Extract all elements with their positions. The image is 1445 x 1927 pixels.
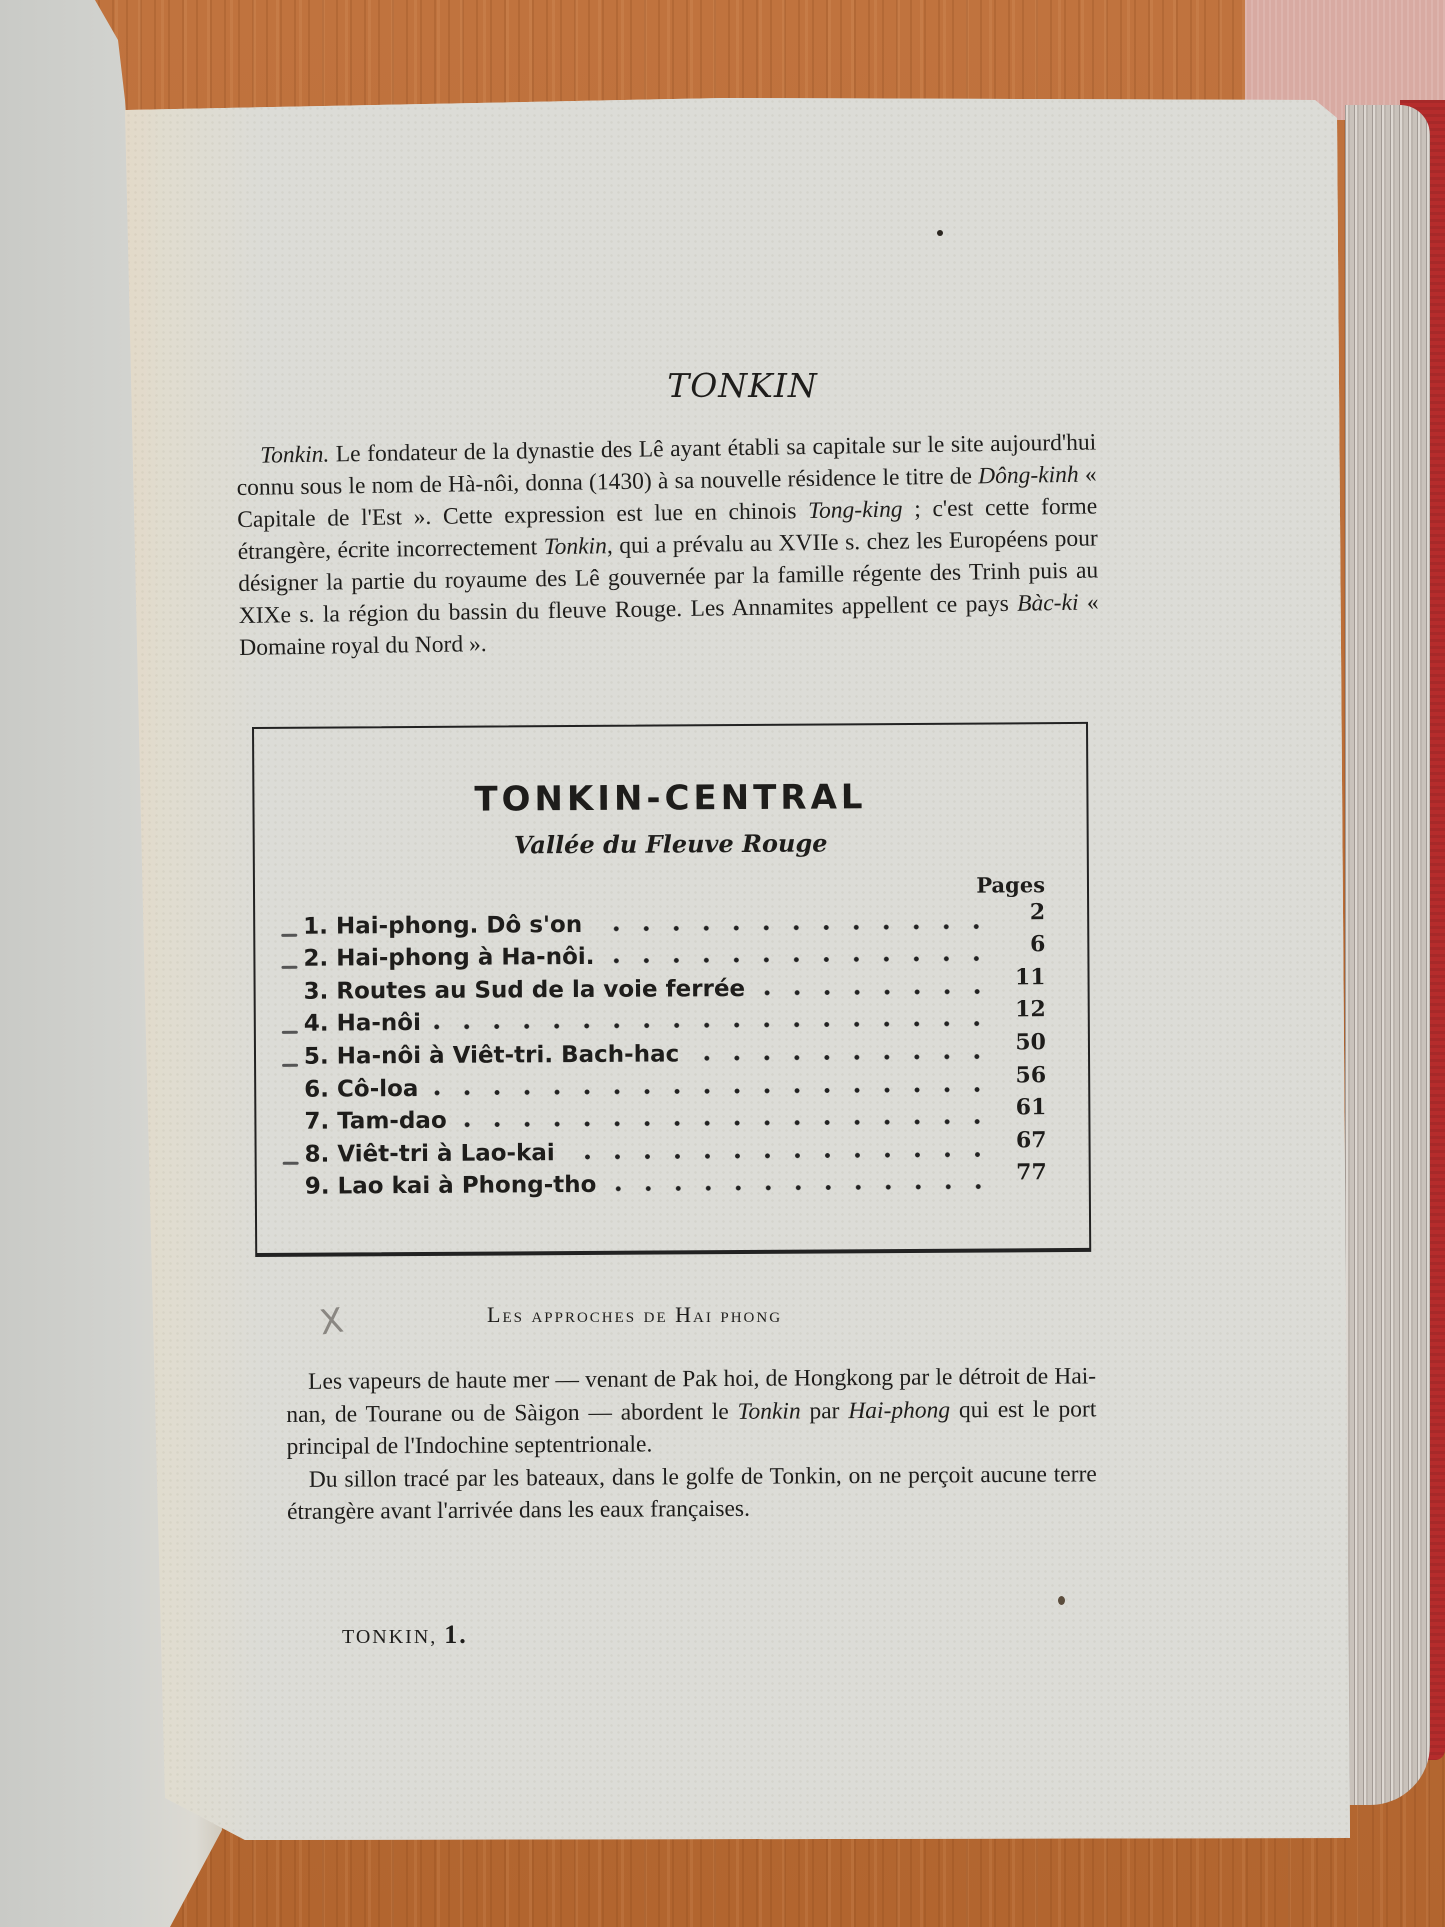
- toc-entry-label: Lao kai à Phong-tho: [337, 1172, 597, 1200]
- toc-entry: [283, 1159, 1047, 1201]
- body-paragraph: Du sillon tracé par les bateaux, dans le golfe de Tonkin, on ne perçoit aucune terre étrangère avant l'arrivée dans les eaux françaises.: [286, 1460, 1097, 1525]
- toc-entry-label: Viêt-tri à Lao-kai: [337, 1139, 555, 1168]
- toc-entry-page: 50: [1015, 1029, 1047, 1056]
- signature-text: TONKIN,: [342, 1626, 445, 1648]
- toc-entry: [282, 996, 1046, 1038]
- toc-entry-number: 1.: [303, 913, 337, 940]
- toc-entry-label: Tam-dao: [337, 1107, 447, 1135]
- toc-entry-label: Ha-nôi à Viêt-tri. Bach-hac: [336, 1041, 680, 1070]
- dot-leader: [428, 1086, 992, 1095]
- toc-entry: [281, 931, 1046, 972]
- body-paragraph: Les vapeurs de haute mer — venant de Pak hoi, de Hongkong par le détroit de Hai-nan, de Tourane ou de Sàigon — abordent le Tonkin par Hai-phong qui est le port principal de l'Indochine septentrionale.: [286, 1363, 1097, 1460]
- toc-pages-label: Pages: [976, 872, 1046, 898]
- toc-box: [252, 722, 1091, 1257]
- dot-leader: [606, 1184, 992, 1192]
- section-heading: Les approches de Hai phong: [487, 1302, 783, 1327]
- toc-entry-page: 77: [1016, 1159, 1047, 1186]
- toc-entry-label: Cô-loa: [336, 1075, 419, 1103]
- italic-term: Tong-king: [807, 496, 903, 525]
- toc-entry: [282, 1029, 1047, 1070]
- italic-term: Tonkin.: [260, 441, 330, 469]
- toc-entry-number: 8.: [304, 1141, 338, 1168]
- toc-entry-number: 5.: [303, 1043, 337, 1070]
- italic-term: Bàc-ki: [1016, 589, 1079, 617]
- toc-entry-label: Hai-phong à Ha-nôi.: [336, 944, 595, 972]
- intro-paragraph: [236, 426, 1099, 663]
- ink-speck: [937, 230, 943, 236]
- toc-entry-number: 9.: [304, 1173, 338, 1201]
- toc-entry: [282, 1061, 1047, 1103]
- toc-entry-label: Ha-nôi: [336, 1010, 422, 1037]
- dot-leader: [755, 988, 992, 995]
- italic-term: Hai-phong: [848, 1396, 951, 1424]
- toc-entry-page: 61: [1015, 1094, 1047, 1121]
- toc-entry-label: Routes au Sud de la voie ferrée: [336, 975, 746, 1005]
- toc-entry: [281, 898, 1046, 940]
- dot-leader: [431, 1021, 992, 1030]
- toc-entry-number: 3.: [303, 978, 337, 1005]
- toc-entry-page: 6: [1029, 931, 1046, 958]
- toc-entry-number: 2.: [303, 945, 337, 972]
- page-stack-edge: [1345, 105, 1430, 1805]
- ink-speck: [1058, 1596, 1065, 1605]
- toc-title: TONKIN-CENTRAL: [474, 777, 867, 820]
- toc-entry: [282, 1094, 1047, 1135]
- toc-entry-page: 12: [1015, 996, 1046, 1023]
- toc-entry-page: 2: [1029, 898, 1046, 925]
- toc-entry-number: 6.: [304, 1076, 338, 1103]
- pencil-x-mark: X: [317, 1300, 346, 1344]
- section-body: [286, 1360, 1097, 1528]
- italic-term: Tonkin: [737, 1397, 801, 1425]
- dot-leader: [592, 923, 991, 931]
- toc-list: [281, 898, 1047, 1201]
- toc-entry-label: Hai-phong. Dô s'on: [335, 911, 583, 940]
- signature-number: 1.: [444, 1620, 468, 1649]
- toc-subtitle: Vallée du Fleuve Rouge: [513, 828, 828, 860]
- toc-entry-page: 67: [1015, 1126, 1047, 1154]
- running-head-title: TONKIN: [667, 366, 818, 405]
- toc-entry: [282, 1126, 1047, 1168]
- italic-term: Dông-kinh: [977, 461, 1079, 490]
- dot-leader: [565, 1151, 993, 1160]
- intro-text: Tonkin. Le fondateur de la dynastie des Lê ayant établi sa capitale sur le site aujourd'hui connu sous le nom de Hà-nôi, donna (1430) à sa nouvelle résidence le titre de Dông-kinh « Capitale de l'Est ». Cette expression est lue en chinois Tong-king ; c'est cette forme étrangère, écrite incorrectement Tonkin, qui a prévalu au XVIIe s. chez les Européens pour désigner la partie du royaume des Lê gouvernée par la famille régente des Trinh puis au XIXe s. la région du bassin du fleuve Rouge. Les Annamites appellent ce pays Bàc-ki « Domaine royal du Nord ».: [236, 429, 1099, 661]
- dot-leader: [457, 1119, 993, 1128]
- toc-entry-page: 56: [1015, 1061, 1047, 1088]
- toc-entry-page: 11: [1014, 963, 1046, 991]
- toc-entry-number: 7.: [304, 1108, 338, 1135]
- dot-leader: [689, 1053, 992, 1061]
- toc-entry: [281, 963, 1046, 1005]
- signature-mark: [342, 1620, 468, 1650]
- italic-term: Tonkin: [543, 533, 608, 561]
- dot-leader: [604, 956, 991, 964]
- toc-entry-number: 4.: [303, 1010, 337, 1038]
